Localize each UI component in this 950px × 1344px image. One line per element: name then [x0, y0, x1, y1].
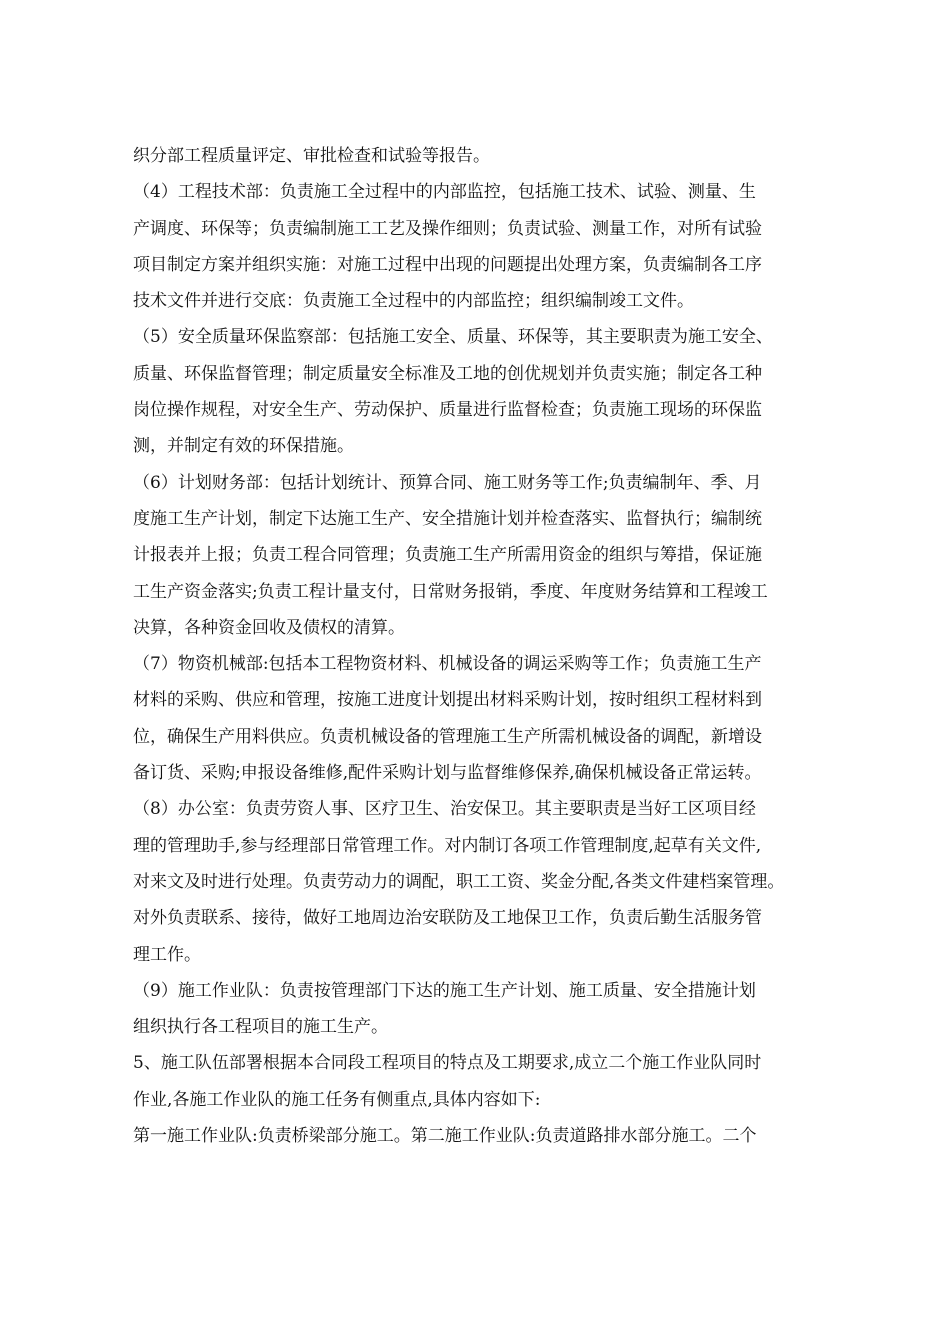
- paragraph-line: 理工作。: [133, 944, 201, 965]
- paragraph-line: （8）办公室：负责劳资人事、区疗卫生、治安保卫。其主要职责是当好工区项目经: [133, 799, 756, 820]
- paragraph-line: 产调度、环保等；负责编制施工工艺及操作细则；负责试验、测量工作，对所有试验: [133, 218, 762, 239]
- document-body: [133, 138, 863, 1154]
- paragraph-line: 岗位操作规程，对安全生产、劳动保护、质量进行监督检查；负责施工现场的环保监: [133, 400, 762, 421]
- paragraph-line: 对来文及时进行处理。负责劳动力的调配，职工工资、奖金分配,各类文件建档案管理。: [133, 871, 785, 892]
- paragraph-line: 5、施工队伍部署根据本合同段工程项目的特点及工期要求,成立二个施工作业队同时: [133, 1053, 762, 1074]
- paragraph-line: 工生产资金落实;负责工程计量支付，日常财务报销，季度、年度财务结算和工程竣工: [133, 581, 768, 602]
- paragraph-line: 组织执行各工程项目的施工生产。: [133, 1017, 388, 1038]
- paragraph-line: 决算，各种资金回收及债权的清算。: [133, 617, 405, 638]
- paragraph-line: 理的管理助手,参与经理部日常管理工作。对内制订各项工作管理制度,起草有关文件,: [133, 835, 762, 856]
- paragraph-line: 项目制定方案并组织实施：对施工过程中出现的问题提出处理方案，负责编制各工序: [133, 254, 762, 275]
- paragraph-line: 织分部工程质量评定、审批检查和试验等报告。: [133, 146, 490, 166]
- paragraph-line: 技术文件并进行交底：负责施工全过程中的内部监控；组织编制竣工文件。: [133, 291, 694, 312]
- paragraph-line: 计报表并上报；负责工程合同管理；负责施工生产所需用资金的组织与筹措，保证施: [133, 545, 762, 566]
- paragraph-line: 第一施工作业队:负责桥梁部分施工。第二施工作业队:负责道路排水部分施工。二个: [133, 1126, 757, 1147]
- paragraph-line: 位，确保生产用料供应。负责机械设备的管理施工生产所需机械设备的调配，新增设: [133, 726, 762, 747]
- paragraph-line: （9）施工作业队：负责按管理部门下达的施工生产计划、施工质量、安全措施计划: [133, 980, 756, 1001]
- paragraph-line: （5）安全质量环保监察部：包括施工安全、质量、环保等，其主要职责为施工安全、: [133, 327, 773, 348]
- paragraph-line: （4）工程技术部：负责施工全过程中的内部监控，包括施工技术、试验、测量、生: [133, 182, 756, 203]
- paragraph-line: 对外负责联系、接待，做好工地周边治安联防及工地保卫工作，负责后勤生活服务管: [133, 908, 762, 929]
- paragraph-line: （6）计划财务部：包括计划统计、预算合同、施工财务等工作;负责编制年、季、月: [133, 472, 762, 493]
- paragraph-line: 材料的采购、供应和管理，按施工进度计划提出材料采购计划，按时组织工程材料到: [133, 690, 762, 711]
- paragraph-line: 度施工生产计划，制定下达施工生产、安全措施计划并检查落实、监督执行；编制统: [133, 508, 762, 529]
- paragraph-line: 备订货、采购;申报设备维修,配件采购计划与监督维修保养,确保机械设备正常运转。: [133, 763, 762, 784]
- paragraph-line: 测，并制定有效的环保措施。: [133, 436, 354, 457]
- paragraph-line: 质量、环保监督管理；制定质量安全标准及工地的创优规划并负责实施；制定各工种: [133, 363, 762, 384]
- paragraph-line: 作业,各施工作业队的施工任务有侧重点,具体内容如下:: [133, 1089, 541, 1110]
- paragraph-line: （7）物资机械部:包括本工程物资材料、机械设备的调运采购等工作；负责施工生产: [133, 654, 762, 675]
